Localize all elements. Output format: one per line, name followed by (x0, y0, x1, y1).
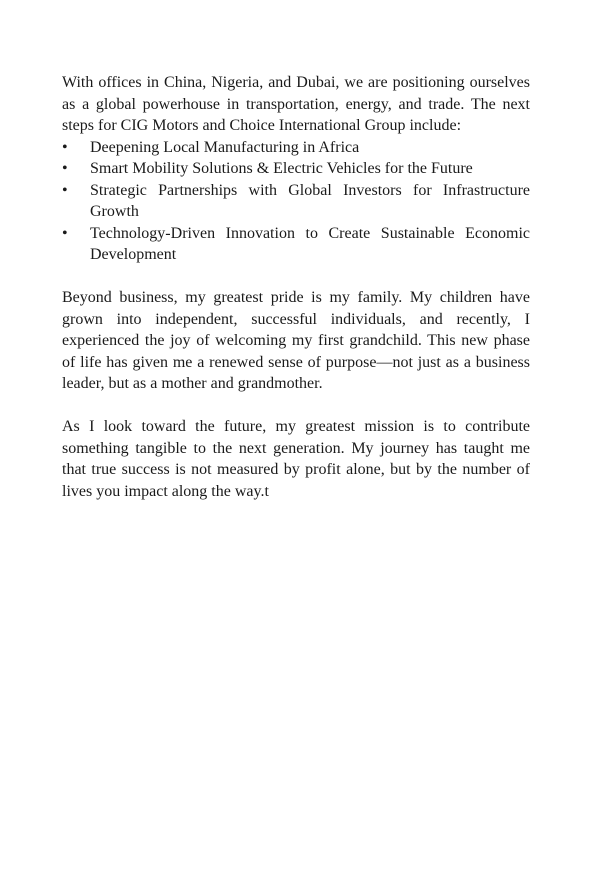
list-item (62, 180, 530, 223)
bullet-icon: • (62, 181, 68, 199)
intro-paragraph: With offices in China, Nigeria, and Dubai, we are positioning ourselves as a global powerhouse in transportation, energy, and trade. The next steps for CIG Motors and Choice International Group include: (62, 74, 530, 134)
list-item (62, 223, 530, 266)
paragraph-spacer (62, 395, 530, 417)
list-item (62, 137, 530, 159)
list-item-text: Technology-Driven Innovation to Create Sustainable Economic Development (90, 224, 530, 263)
next-steps-list (62, 137, 530, 266)
future-paragraph: As I look toward the future, my greatest mission is to contribute something tangible to the next generation. My journey has taught me that true success is not measured by profit alone, but by the number of lives you impact along the way.t (62, 418, 530, 500)
document-page (62, 72, 530, 502)
list-item (62, 158, 530, 180)
list-item-text: Smart Mobility Solutions & Electric Vehicles for the Future (90, 160, 473, 177)
bullet-icon: • (62, 224, 68, 242)
family-paragraph: Beyond business, my greatest pride is my family. My children have grown into independent, successful individuals, and recently, I experienced the joy of welcoming my first grandchild. This new phase of life has given me a renewed sense of purpose—not just as a business leader, but as a mother and grandmother. (62, 289, 530, 392)
bullet-icon: • (62, 160, 68, 177)
paragraph-spacer (62, 266, 530, 288)
list-item-text: Deepening Local Manufacturing in Africa (90, 138, 360, 156)
list-item-text: Strategic Partnerships with Global Investors for Infrastructure Growth (90, 181, 530, 220)
bullet-icon: • (62, 138, 68, 156)
